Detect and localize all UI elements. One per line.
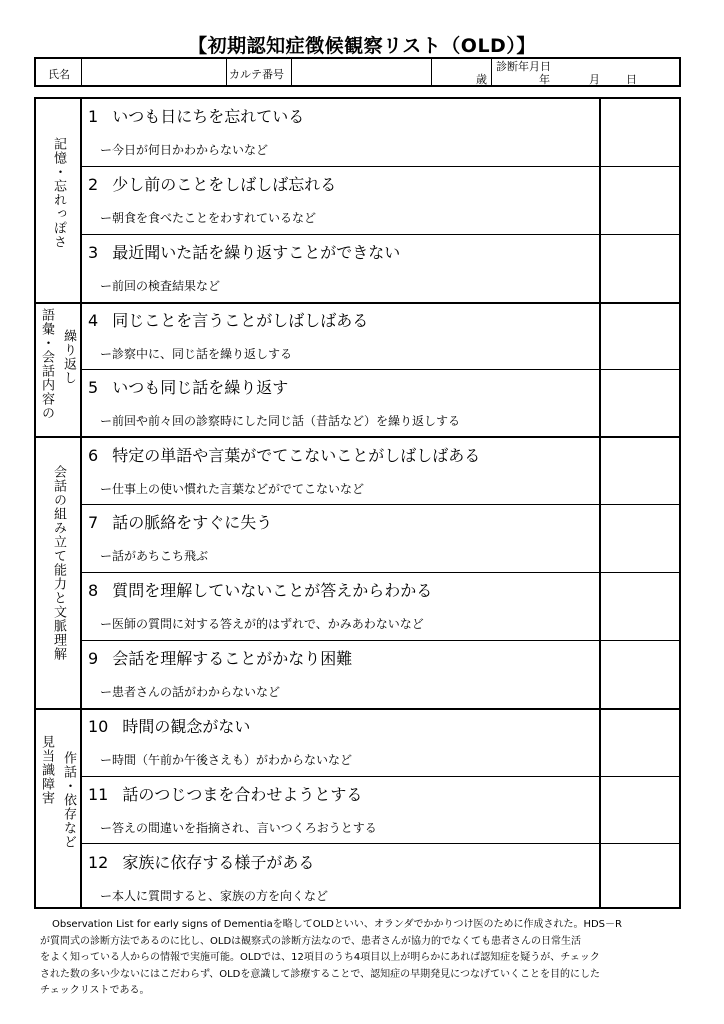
item-title-text: 家族に依存する様子がある	[122, 853, 315, 872]
item-number: 12	[88, 853, 109, 872]
item-separator	[81, 843, 679, 844]
chart-number-label: カルテ番号	[229, 68, 284, 81]
item-title-text: 話の脈絡をすぐに失う	[112, 513, 273, 532]
category-confabulation-label: 作話・依存など	[61, 751, 76, 849]
footer-line	[40, 917, 685, 934]
item-title-text: 同じことを言うことがしばしばある	[112, 311, 369, 330]
month-label: 月	[589, 73, 600, 86]
checklist-item-example: ー本人に質問すると、家族の方を向くなど	[100, 889, 329, 903]
category-column-divider	[80, 99, 82, 907]
item-number: 4	[88, 311, 99, 330]
item-separator	[81, 369, 679, 370]
item-number: 1	[88, 107, 99, 126]
check-box-8[interactable]	[600, 573, 679, 640]
category-vocabulary-label: 語彙・会話内容の	[39, 308, 54, 420]
checklist-item-title	[88, 308, 368, 331]
check-box-12[interactable]	[600, 844, 679, 907]
item-title-text: 最近聞いた話を繰り返すことができない	[112, 243, 401, 262]
footer-line: が質問式の診断方法であるのに比し、OLDは観察式の診断方法なので、患者さんが協力的でなくても患者さんの日常生活	[40, 935, 581, 947]
group-separator	[36, 436, 679, 438]
year-label: 年	[539, 73, 550, 86]
check-box-10[interactable]	[600, 710, 679, 776]
checklist-item-example: ー答えの間違いを指摘され、言いつくろおうとする	[100, 821, 377, 835]
checklist-item-example: ー時間（午前か午後さえも）がわからないなど	[100, 753, 353, 767]
checklist-table	[34, 97, 681, 909]
check-box-7[interactable]	[600, 505, 679, 572]
footer-line: された数の多い少ないにはこだわらず、OLDを意識して診療することで、認知症の早期発見につなげていくことを目的にした	[40, 968, 600, 980]
checklist-item-title	[88, 714, 250, 737]
check-box-5[interactable]	[600, 370, 679, 436]
checklist-item-example: ー診察中に、同じ話を繰り返しする	[100, 347, 293, 361]
item-separator	[81, 234, 679, 235]
checklist-item-example: ー前回や前々回の診察時にした同じ話（昔話など）を繰り返しする	[100, 414, 461, 428]
chart-number-field[interactable]	[292, 59, 432, 85]
item-title-text: 特定の単語や言葉がでてこないことがしばしばある	[112, 446, 481, 465]
item-title-text: 会話を理解することがかなり困難	[112, 649, 353, 668]
footer-line: をよく知っている人からの情報で実施可能。OLDでは、12項目のうち4項目以上が明らかにあれば認知症を疑うが、チェック	[40, 952, 600, 963]
patient-header-table	[34, 57, 681, 87]
footer-note	[40, 917, 685, 1000]
item-number: 3	[88, 243, 99, 262]
day-label: 日	[626, 73, 637, 86]
footer-line: チェックリストである。	[40, 985, 150, 996]
check-box-4[interactable]	[600, 304, 679, 369]
item-separator	[81, 776, 679, 777]
item-separator	[81, 504, 679, 505]
item-number: 11	[88, 785, 109, 804]
item-title-text: 時間の観念がない	[122, 717, 251, 736]
check-box-6[interactable]	[600, 438, 679, 504]
item-number: 9	[88, 649, 99, 668]
item-number: 6	[88, 446, 99, 465]
check-box-3[interactable]	[600, 235, 679, 302]
category-repetition-label: 繰り返し	[61, 329, 76, 385]
category-conversation-label: 会話の組み立て能力と文脈理解	[51, 465, 66, 661]
item-title-text: 少し前のことをしばしば忘れる	[112, 175, 337, 194]
diagnosis-date-field[interactable]	[492, 59, 679, 85]
name-field[interactable]	[82, 59, 227, 85]
item-title-text: 話のつじつまを合わせようとする	[122, 785, 363, 804]
checklist-item-example: ー前回の検査結果など	[100, 279, 221, 293]
footer-text: Observation List for early signs of Dementiaを略してOLDといい、オランダでかかりつけ医のために作成された。HDS－R	[52, 919, 622, 930]
name-label: 氏名	[48, 68, 70, 81]
item-separator	[81, 572, 679, 573]
category-orientation-label: 見当識障害	[39, 735, 54, 805]
diagnosis-date-label: 診断年月日	[496, 60, 551, 73]
checklist-item-title	[88, 104, 304, 127]
checklist-item-title	[88, 646, 352, 669]
checklist-item-title	[88, 510, 272, 533]
chart-number-label-cell	[227, 59, 292, 85]
check-box-11[interactable]	[600, 777, 679, 843]
category-memory-label: 記憶・忘れっぽさ	[51, 137, 66, 249]
checklist-item-example: ー話があちこち飛ぶ	[100, 549, 209, 563]
item-number: 2	[88, 175, 99, 194]
check-box-9[interactable]	[600, 641, 679, 708]
item-title-text: 質問を理解していないことが答えからわかる	[112, 581, 433, 600]
group-separator	[36, 708, 679, 710]
item-title-text: いつも同じ話を繰り返す	[112, 378, 289, 397]
page-title: 【初期認知症徴候観察リスト（OLD）】	[188, 35, 536, 57]
item-separator	[81, 640, 679, 641]
group-separator	[36, 302, 679, 304]
checklist-item-title	[88, 782, 362, 805]
item-number: 5	[88, 378, 99, 397]
item-number: 10	[88, 717, 109, 736]
checklist-item-title	[88, 850, 314, 873]
checklist-item-title	[88, 172, 336, 195]
checklist-item-title	[88, 240, 400, 263]
checklist-item-example: ー仕事上の使い慣れた言葉などがでてこないなど	[100, 482, 365, 496]
item-separator	[81, 166, 679, 167]
checklist-item-example: ー患者さんの話がわからないなど	[100, 685, 281, 699]
name-label-cell	[36, 59, 82, 85]
age-field[interactable]	[432, 59, 492, 85]
item-number: 7	[88, 513, 99, 532]
checklist-item-title	[88, 375, 288, 398]
item-number: 8	[88, 581, 99, 600]
item-title-text: いつも日にちを忘れている	[112, 107, 305, 126]
check-box-2[interactable]	[600, 167, 679, 234]
checklist-item-example: ー今日が何日かわからないなど	[100, 143, 269, 157]
checklist-item-title	[88, 443, 480, 466]
age-unit: 歳	[476, 73, 487, 86]
checklist-item-title	[88, 578, 432, 601]
check-box-1[interactable]	[600, 99, 679, 166]
checklist-item-example: ー朝食を食べたことをわすれているなど	[100, 211, 317, 225]
checklist-item-example: ー医師の質問に対する答えが的はずれで、かみあわないなど	[100, 617, 424, 631]
